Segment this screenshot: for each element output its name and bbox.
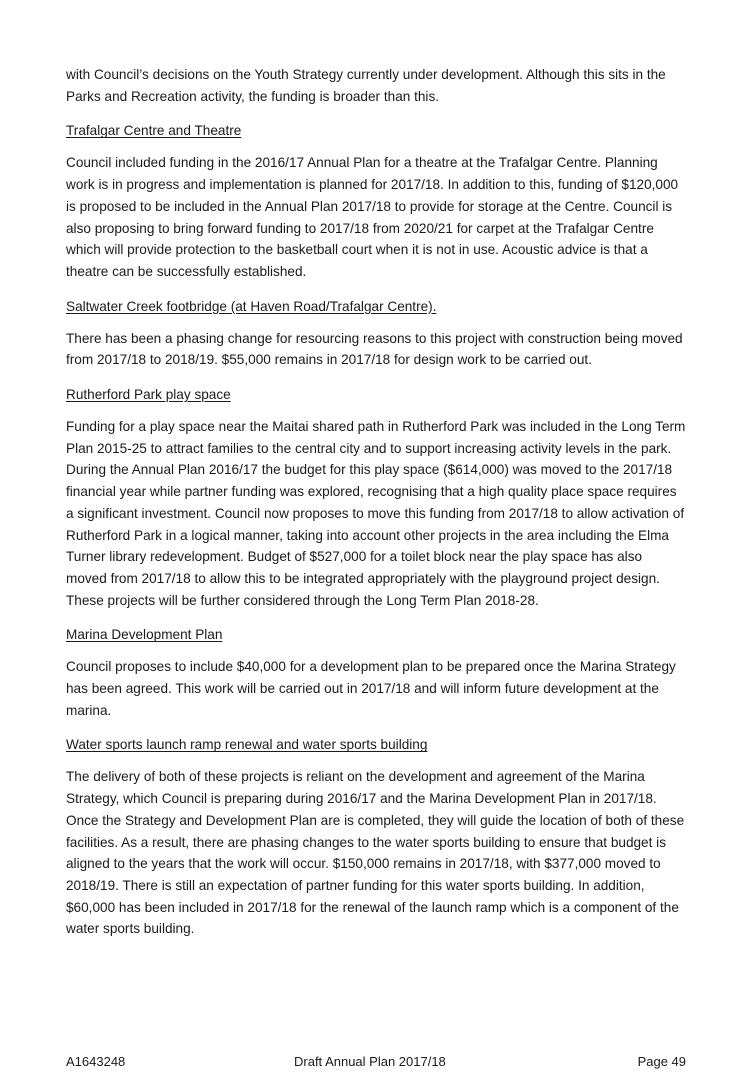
footer-title: Draft Annual Plan 2017/18 <box>294 1054 446 1069</box>
footer-page-number: Page 49 <box>637 1054 686 1069</box>
section-heading-marina: Marina Development Plan <box>66 627 223 643</box>
section-body-trafalgar: Council included funding in the 2016/17 Annual Plan for a theatre at the Trafalgar Centre. Planning work is in progress and implementation is planned for 2017/18. In addition to this, funding of $120,000 is proposed to be included in the Annual Plan 2017/18 to provide for storage at the Centre. Council is also proposing to bring forward funding to 2017/18 from 2020/21 for carpet at the Trafalgar Centre which will provide protection to the basketball court when it is not in use. Acoustic advice is that a theatre can be successfully established. <box>66 155 679 279</box>
document-page <box>66 64 686 954</box>
section-heading-water-sports: Water sports launch ramp renewal and water sports building <box>66 737 428 753</box>
section-heading-trafalgar: Trafalgar Centre and Theatre <box>66 123 242 139</box>
section-body-marina: Council proposes to include $40,000 for a development plan to be prepared once the Marina Strategy has been agreed. This work will be carried out in 2017/18 and will inform future development at the marina. <box>66 659 676 718</box>
intro-paragraph: with Council’s decisions on the Youth Strategy currently under development. Although this sits in the Parks and Recreation activity, the funding is broader than this. <box>66 67 666 104</box>
section-heading-rutherford: Rutherford Park play space <box>66 387 231 403</box>
section-body-saltwater: There has been a phasing change for resourcing reasons to this project with construction being moved from 2017/18 to 2018/19. $55,000 remains in 2017/18 for design work to be carried out. <box>66 330 683 368</box>
footer-doc-id: A1643248 <box>66 1054 126 1069</box>
section-body-water-sports: The delivery of both of these projects is reliant on the development and agreement of the Marina Strategy, which Council is preparing during 2016/17 and the Marina Development Plan in 2017/18. Once the Strategy and Development Plan are is completed, they will guide the location of both of these facilities. As a result, there are phasing changes to the water sports building to ensure that budget is aligned to the years that the work will occur. $150,000 remains in 2017/18, with $377,000 moved to 2018/19. There is still an expectation of partner funding for this water sports building. In addition, $60,000 has been included in 2017/18 for the renewal of the launch ramp which is a component of the water sports building. <box>66 769 685 937</box>
section-heading-saltwater: Saltwater Creek footbridge (at Haven Road/Trafalgar Centre). <box>66 298 437 314</box>
section-body-rutherford: Funding for a play space near the Maitai shared path in Rutherford Park was included in the Long Term Plan 2015-25 to attract families to the central city and to support increasing activity levels in the park. During the Annual Plan 2016/17 the budget for this play space ($614,000) was moved to the 2017/18 financial year while partner funding was explored, recognising that a high quality place space requires a significant investment. Council now proposes to move this funding from 2017/18 to allow activation of Rutherford Park in a logical manner, taking into account other projects in the area including the Elma Turner library redevelopment. Budget of $527,000 for a toilet block near the play space has also moved from 2017/18 to allow this to be integrated appropriately with the playground project design. These projects will be further considered through the Long Term Plan 2018-28. <box>66 419 686 608</box>
